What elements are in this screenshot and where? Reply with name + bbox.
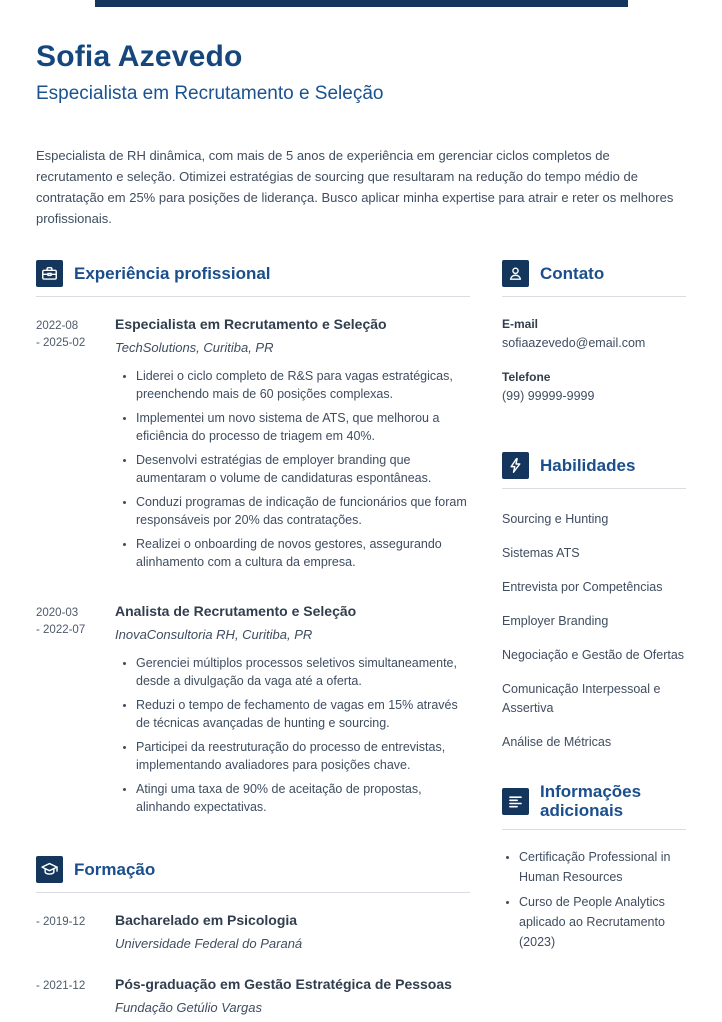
education-entry [36, 912, 470, 951]
education-dates: - 2019-12 [36, 916, 86, 928]
skill-item: Entrevista por Competências [502, 580, 663, 594]
skills-header [502, 452, 686, 489]
school-name: Fundação Getúlio Vargas [115, 1000, 262, 1015]
skills-list [502, 510, 686, 752]
email-label: E-mail [502, 317, 539, 331]
profile-summary: Especialista de RH dinâmica, com mais de 5 anos de experiência em gerenciar ciclos completos de recrutamento e seleção. Otimizei estratégias de sourcing que resultaram na redução do tempo médio de contratação em 25% para posições de liderança. Busco aplicar minha expertise para atrair e reter os melhores profissionais. [36, 148, 674, 226]
additional-info-item: • Curso de People Analytics aplicado ao Recrutamento (2023) [519, 892, 686, 952]
section-education [36, 856, 470, 1015]
skill-item: Employer Branding [502, 614, 609, 628]
school-name: Universidade Federal do Paraná [115, 936, 303, 951]
experience-entry [36, 603, 470, 823]
education-dates: - 2021-12 [36, 980, 86, 992]
additional-info-title: Informações adicionais [540, 782, 642, 820]
job-bullet: • Reduzi o tempo de fechamento de vagas em 15% através de técnicas avançadas de hunting e sourcing. [136, 697, 470, 732]
education-header [36, 856, 470, 893]
section-contact [502, 260, 686, 403]
job-bullet: • Desenvolvi estratégias de employer branding que aumentaram o volume de candidaturas espontâneas. [136, 452, 470, 487]
skill-item: Análise de Métricas [502, 735, 612, 749]
job-bullet: • Participei da reestruturação do processo de entrevistas, implementando avaliadores para posições chave. [136, 739, 470, 774]
experience-entry [36, 316, 470, 578]
section-experience [36, 260, 470, 823]
skill-item: Sourcing e Hunting [502, 512, 609, 526]
job-bullet: • Liderei o ciclo completo de R&S para vagas estratégicas, preenchendo mais de 60 posições complexas. [136, 368, 470, 403]
job-company: InovaConsultoria RH, Curitiba, PR [115, 627, 313, 642]
job-bullet: • Gerenciei múltiplos processos seletivos simultaneamente, desde a divulgação da vaga até a oferta. [136, 655, 470, 690]
job-title: Analista de Recrutamento e Seleção [115, 603, 357, 619]
experience-dates: 2020-03 - 2022-07 [36, 607, 86, 636]
phone-label: Telefone [502, 370, 551, 384]
main-column [36, 260, 470, 1015]
person-name: Sofia Azevedo [36, 40, 243, 73]
skill-item: Sistemas ATS [502, 546, 580, 560]
page-top-bar [95, 0, 628, 7]
person-headline: Especialista em Recrutamento e Seleção [36, 83, 384, 104]
experience-header [36, 260, 470, 297]
education-entry [36, 976, 470, 1015]
experience-dates: 2022-08 - 2025-02 [36, 320, 86, 349]
job-bullet: • Realizei o onboarding de novos gestores, assegurando alinhamento com a cultura da empresa. [136, 536, 470, 571]
degree-title: Pós-graduação em Gestão Estratégica de Pessoas [115, 976, 452, 992]
phone-value: (99) 99999-9999 [502, 389, 595, 403]
job-title: Especialista em Recrutamento e Seleção [115, 316, 387, 332]
lightning-icon [502, 452, 529, 479]
contact-title: Contato [540, 264, 605, 283]
email-value: sofiaazevedo@email.com [502, 336, 646, 350]
degree-title: Bacharelado em Psicologia [115, 912, 298, 928]
skill-item: Negociação e Gestão de Ofertas [502, 648, 685, 662]
job-bullet-list [115, 368, 470, 571]
skill-item: Comunicação Interpessoal e Assertiva [502, 682, 661, 715]
section-additional-info [502, 782, 686, 952]
list-lines-icon [502, 788, 529, 815]
job-bullet: • Conduzi programas de indicação de funcionários que foram responsáveis por 20% das contratações. [136, 494, 470, 529]
skills-title: Habilidades [540, 456, 636, 475]
experience-title: Experiência profissional [74, 264, 271, 283]
additional-info-item: • Certificação Professional in Human Resources [519, 847, 686, 887]
job-bullet: • Atingi uma taxa de 90% de aceitação de propostas, alinhando expectativas. [136, 781, 470, 816]
section-skills [502, 452, 686, 752]
briefcase-icon [36, 260, 63, 287]
job-bullet-list [115, 655, 470, 816]
contact-header [502, 260, 686, 297]
additional-info-list [502, 847, 686, 952]
education-title: Formação [74, 860, 156, 879]
person-icon [502, 260, 529, 287]
job-bullet: • Implementei um novo sistema de ATS, que melhorou a eficiência do processo de triagem em 40%. [136, 410, 470, 445]
additional-info-header [502, 782, 686, 830]
side-column [502, 260, 686, 1015]
graduation-cap-icon [36, 856, 63, 883]
job-company: TechSolutions, Curitiba, PR [115, 340, 274, 355]
